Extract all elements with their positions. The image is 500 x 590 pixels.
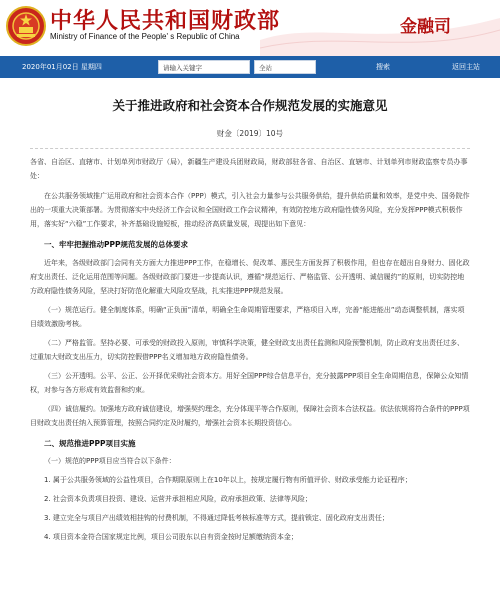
search-scope-select[interactable]: 全站 — [254, 60, 316, 74]
list-item: （四）诚信履约。加强地方政府诚信建设，增强契约理念，充分体现平等合作原则，保障社会资本合法权益。依法依规将符合条件的PPP项目财政支出责任纳入预算管理，按照合同约定及时履约，增强社会资本长期投资信心。 — [30, 405, 470, 427]
ministry-name-cn[interactable]: 中华人民共和国财政部 — [50, 9, 281, 34]
list-item: 4. 项目资本金符合国家规定比例，项目公司股东以自有资金按时足额缴纳资本金； — [44, 533, 298, 541]
section-heading: 二、规范推进PPP项目实施 — [44, 439, 136, 448]
site-header — [0, 0, 500, 56]
list-item: （二）严格监管。坚持必要、可承受的财政投入原则，审慎科学决策，健全财政支出责任监测和风险预警机制，防止政府支出责任过多、过重加大财政支出压力，切实防控假借PPP名义增加地方政府隐性债务。 — [30, 339, 464, 361]
divider — [30, 148, 470, 149]
search-button[interactable]: 搜索 — [376, 63, 390, 71]
list-item: （一）规范的PPP项目应当符合以下条件： — [44, 457, 176, 465]
ministry-name-en: Ministry of Finance of the People' s Republic of China — [50, 32, 240, 41]
national-emblem-icon[interactable] — [6, 6, 46, 46]
back-to-main-link[interactable]: 返回主站 — [452, 63, 480, 71]
list-item: 2. 社会资本负责项目投资、建设、运营并承担相应风险，政府承担政策、法律等风险； — [44, 495, 312, 503]
document-number: 财金〔2019〕10号 — [216, 129, 284, 138]
current-date: 2020年01月02日 星期四 — [22, 63, 102, 71]
search-input[interactable]: 请输入关键字 — [158, 60, 250, 74]
article-title: 关于推进政府和社会资本合作规范发展的实施意见 — [112, 98, 388, 113]
list-item: 3. 建立完全与项目产出绩效相挂钩的付费机制，不得通过降低考核标准等方式，提前锁定、固化政府支出责任； — [44, 514, 389, 522]
list-item: 1. 属于公共服务领域的公益性项目，合作期限原则上在10年以上，按规定履行物有所值评价、财政承受能力论证程序； — [44, 476, 412, 484]
top-navbar — [0, 56, 500, 78]
addressee: 各省、自治区、直辖市、计划单列市财政厅（局），新疆生产建设兵团财政局，财政部驻各省、自治区、直辖市、计划单列市财政监察专员办事处： — [30, 158, 468, 180]
header-decoration — [260, 0, 500, 56]
section-paragraph: 近年来，各级财政部门会同有关方面大力推进PPP工作，在稳增长、促改革、惠民生方面发挥了积极作用，但也存在超出自身财力、固化政府支出责任、泛化运用范围等问题。各级财政部门要进一步提高认识，遵循“规范运行、严格监管、公开透明、诚信履约”的原则，切实防控地方政府隐性债务风险，坚决打好防范化解重大风险攻坚战，扎实推进PPP规范发展。 — [30, 259, 470, 295]
list-item: （一）规范运行。健全制度体系，明确“正负面”清单，明确全生命周期管理要求，严格项目入库，完善“能进能出”动态调整机制，落实项目绩效激励考核。 — [30, 306, 465, 328]
article-body — [0, 78, 500, 544]
intro-paragraph: 在公共服务领域推广运用政府和社会资本合作（PPP）模式，引入社会力量参与公共服务供给，提升供给质量和效率，是党中央、国务院作出的一项重大决策部署。为贯彻落实中央经济工作会议和全国财政工作会议精神，有效防控地方政府隐性债务风险，充分发挥PPP模式积极作用，落实好“六稳”工作要求，补齐基础设施短板，推动经济高质量发展，现提出如下意见： — [30, 192, 470, 228]
list-item: （三）公开透明。公平、公正、公开择优采购社会资本方。用好全国PPP综合信息平台，充分披露PPP项目全生命周期信息，保障公众知情权，对参与各方形成有效监督和约束。 — [30, 372, 469, 394]
department-name[interactable]: 金融司 — [400, 17, 451, 37]
section-heading: 一、牢牢把握推动PPP规范发展的总体要求 — [44, 240, 188, 249]
